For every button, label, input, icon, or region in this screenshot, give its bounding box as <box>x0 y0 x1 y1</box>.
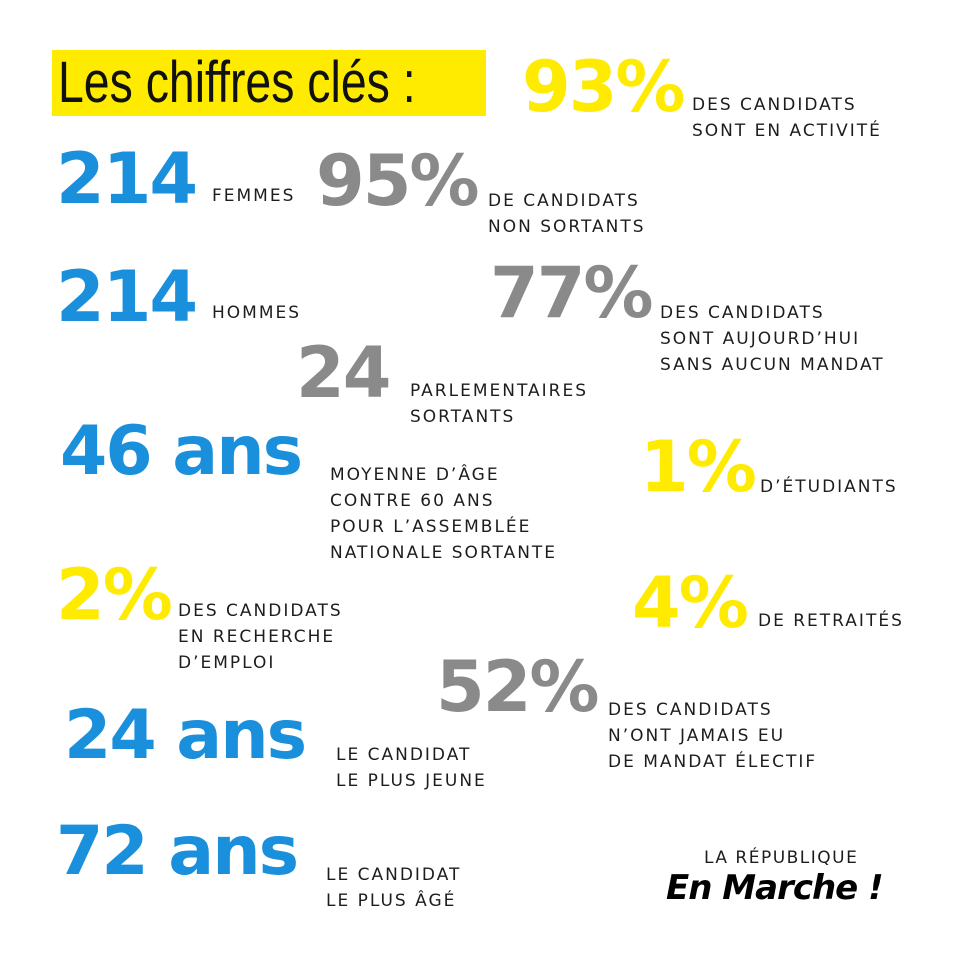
stat-hommes-label: HOMMES <box>212 303 302 323</box>
stat-femmes-label: FEMMES <box>212 186 296 206</box>
stat-activite-value: 93% <box>522 46 684 128</box>
stat-non-sortants-value: 95% <box>316 140 478 222</box>
stat-plus-age-value: 72 ans <box>56 812 298 891</box>
stat-plus-jeune-value: 24 ans <box>64 696 306 775</box>
stat-activite-label: DES CANDIDATS SONT EN ACTIVITÉ <box>692 95 882 141</box>
stat-femmes-value: 214 <box>56 138 197 220</box>
stat-age-moyen-label: MOYENNE D’ÂGE CONTRE 60 ANS POUR L’ASSEMBLÉE NATIONALE SORTANTE <box>330 465 558 563</box>
stat-parlementaires-label: PARLEMENTAIRES SORTANTS <box>410 381 588 427</box>
stat-jamais-mandat-label: DES CANDIDATS N’ONT JAMAIS EU DE MANDAT ÉLECTIF <box>608 700 818 772</box>
page-title: Les chiffres clés : <box>58 50 416 115</box>
stat-parlementaires-value: 24 <box>296 332 390 414</box>
stat-recherche-emploi-value: 2% <box>56 554 171 636</box>
stat-retraites-value: 4% <box>632 562 747 644</box>
brand-subtitle: LA RÉPUBLIQUE <box>704 848 859 868</box>
stat-plus-age-label: LE CANDIDAT LE PLUS ÂGÉ <box>326 865 462 911</box>
stat-recherche-emploi-label: DES CANDIDATS EN RECHERCHE D’EMPLOI <box>178 601 343 673</box>
stat-age-moyen-value: 46 ans <box>60 412 302 491</box>
stat-etudiants-value: 1% <box>640 426 755 508</box>
stat-jamais-mandat-value: 52% <box>436 646 598 728</box>
brand-logo: En Marche ! <box>666 868 883 908</box>
stat-retraites-label: DE RETRAITÉS <box>758 611 904 631</box>
stat-non-sortants-label: DE CANDIDATS NON SORTANTS <box>488 191 646 237</box>
stat-plus-jeune-label: LE CANDIDAT LE PLUS JEUNE <box>336 745 487 791</box>
stat-sans-mandat-label: DES CANDIDATS SONT AUJOURD’HUI SANS AUCUN MANDAT <box>660 303 885 375</box>
stat-hommes-value: 214 <box>56 256 197 338</box>
stat-etudiants-label: D’ÉTUDIANTS <box>760 477 898 497</box>
stat-sans-mandat-value: 77% <box>490 252 652 334</box>
